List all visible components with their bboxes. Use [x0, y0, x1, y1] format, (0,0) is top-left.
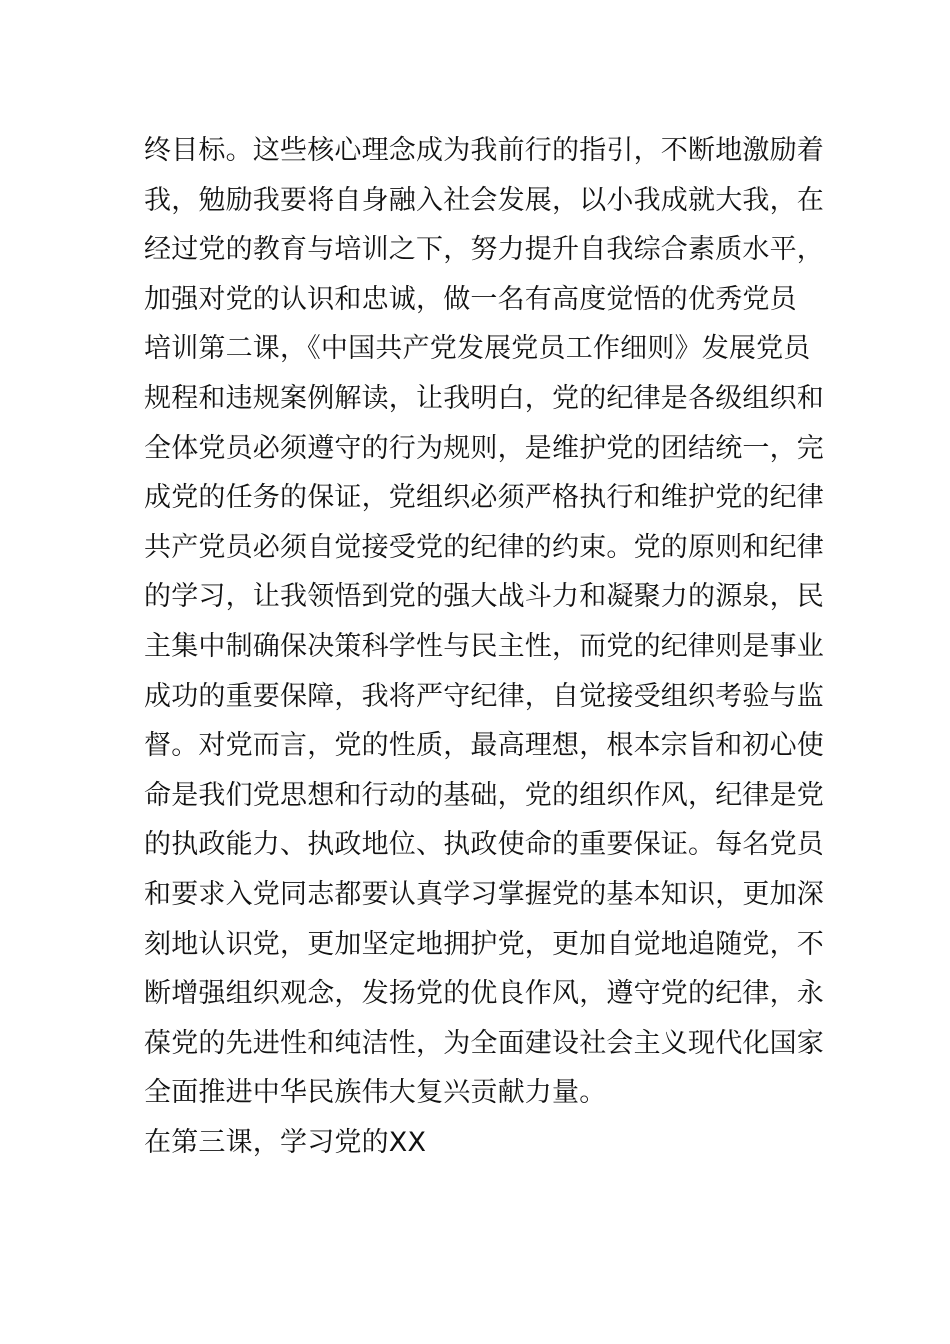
text-line: 共产党员必须自觉接受党的纪律的约束。党的原则和纪律: [144, 531, 824, 563]
text-line: 经过党的教育与培训之下，努力提升自我综合素质水平，: [144, 234, 824, 266]
text-line: 命是我们党思想和行动的基础，党的组织作风，纪律是党: [144, 779, 824, 811]
text-line: 全面推进中华民族伟大复兴贡献力量。: [144, 1077, 607, 1109]
body-text: [144, 126, 824, 1167]
text-line: 加强对党的认识和忠诚，做一名有高度觉悟的优秀党员: [144, 283, 797, 315]
text-line: 的执政能力、执政地位、执政使命的重要保证。每名党员: [144, 829, 824, 861]
text-line: 成功的重要保障，我将严守纪律，自觉接受组织考验与监: [144, 680, 824, 712]
text-line: 终目标。这些核心理念成为我前行的指引，不断地激励着: [144, 135, 824, 166]
text-line: 在第三课，学习党的XX: [144, 1126, 427, 1158]
text-line: 成党的任务的保证，党组织必须严格执行和维护党的纪律: [144, 482, 824, 514]
text-line: 和要求入党同志都要认真学习掌握党的基本知识，更加深: [144, 878, 824, 910]
text-line: 主集中制确保决策科学性与民主性，而党的纪律则是事业: [144, 630, 824, 662]
text-line: 督。对党而言，党的性质，最高理想，根本宗旨和初心使: [144, 730, 824, 762]
text-line: 断增强组织观念，发扬党的优良作风，遵守党的纪律，永: [144, 978, 824, 1010]
text-line: 的学习，让我领悟到党的强大战斗力和凝聚力的源泉，民: [144, 581, 824, 613]
text-line: 规程和违规案例解读，让我明白，党的纪律是各级组织和: [144, 382, 824, 414]
text-line: 培训第二课，《中国共产党发展党员工作细则》发展党员: [144, 333, 811, 365]
text-line: 葆党的先进性和纯洁性，为全面建设社会主义现代化国家: [144, 1027, 824, 1059]
text-line: 刻地认识党，更加坚定地拥护党，更加自觉地追随党，不: [144, 928, 824, 960]
text-line: 全体党员必须遵守的行为规则，是维护党的团结统一，完: [144, 432, 824, 464]
text-line: 我，勉励我要将自身融入社会发展，以小我成就大我，在: [144, 184, 824, 216]
